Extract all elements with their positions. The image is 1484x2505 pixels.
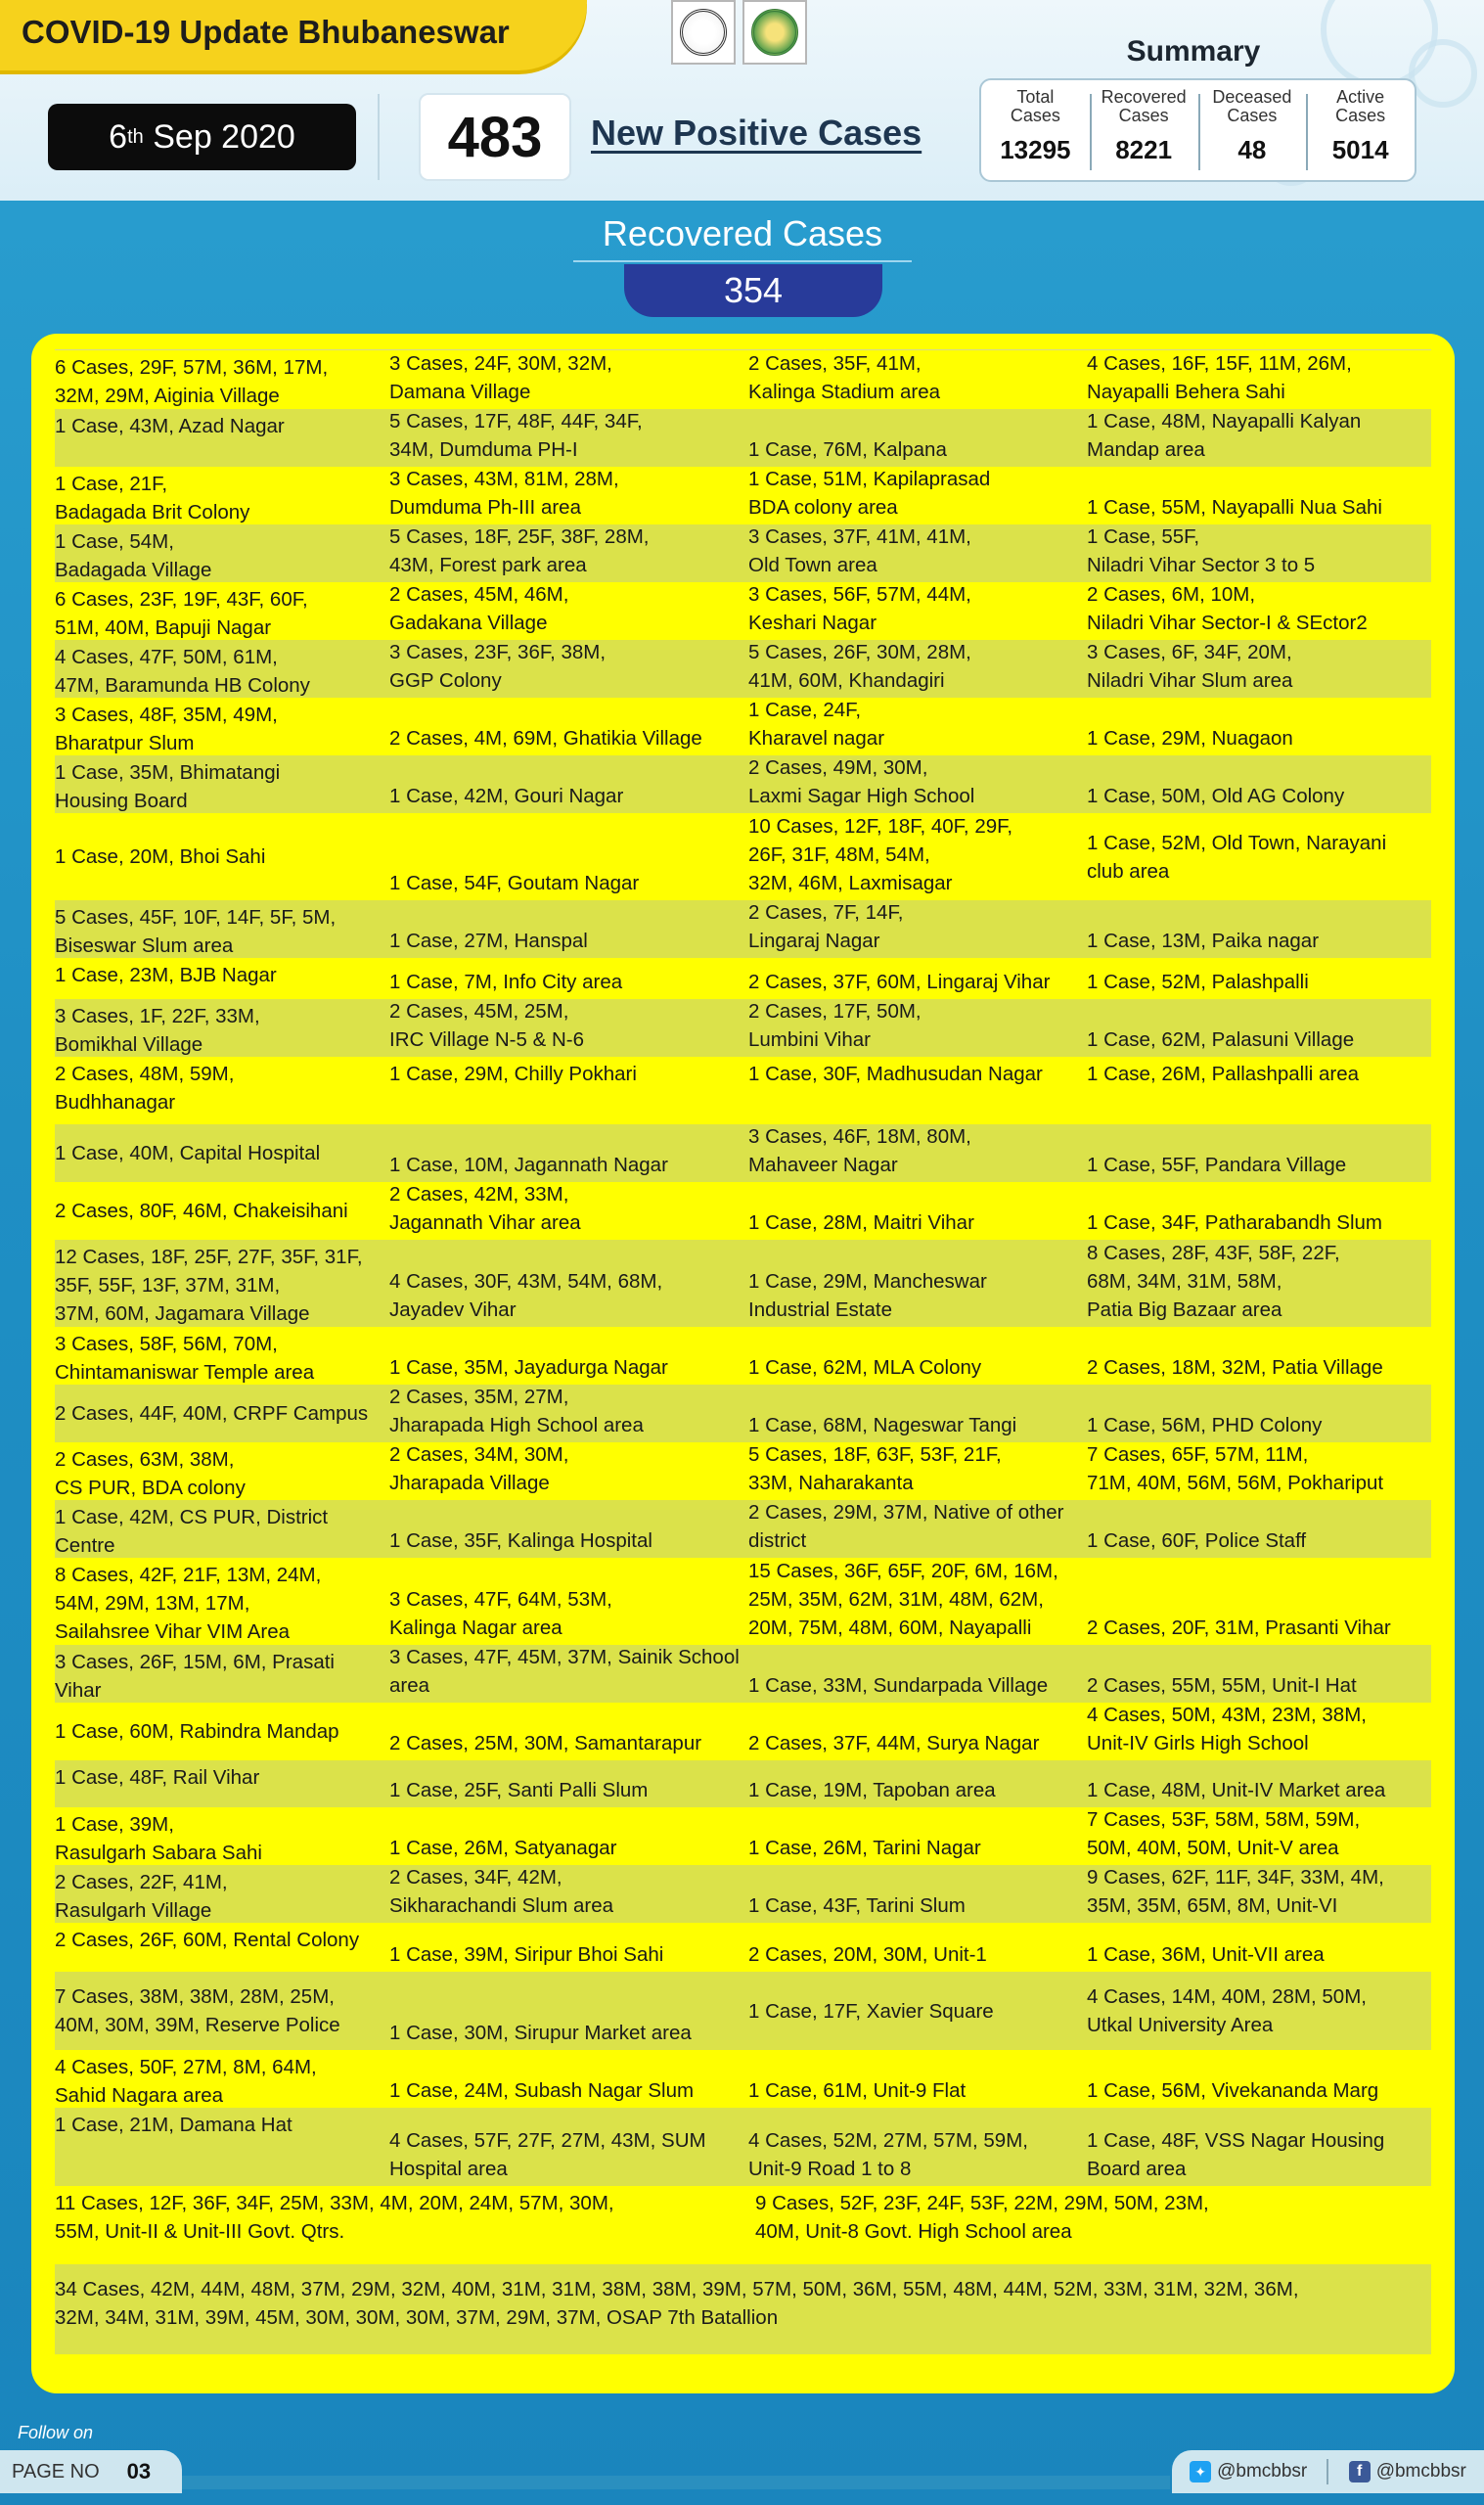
table-cell: 6 Cases, 23F, 19F, 43F, 60F, 51M, 40M, Bapuji Nagar [55,588,308,639]
table-row [55,1865,1431,1923]
table-spacer [55,2243,1431,2264]
table-cell: 15 Cases, 36F, 65F, 20F, 6M, 16M, 25M, 35M, 62M, 31M, 48M, 62M, 20M, 75M, 48M, 60M, Nayapalli [748,1560,1058,1639]
table-cell: 3 Cases, 58F, 56M, 70M, Chintamaniswar Temple area [55,1333,315,1384]
table-cell: 1 Case, 61M, Unit-9 Flat [748,2079,967,2102]
table-row [55,2050,1431,2108]
table-cell: 1 Case, 40M, Capital Hospital [55,1142,321,1164]
table-row [55,813,1431,900]
table-cell: 2 Cases, 35F, 41M, Kalinga Stadium area [748,352,941,403]
summary-value: 5014 [1331,135,1389,164]
date-day: 6 [109,117,128,156]
follow-label: Follow on [18,2423,94,2442]
table-cell: 1 Case, 54F, Goutam Nagar [389,872,640,894]
table-cell: 3 Cases, 48F, 35M, 49M, Bharatpur Slum [55,704,278,754]
table-cell: 2 Cases, 80F, 46M, Chakeisihani [55,1200,348,1222]
table-cell: 7 Cases, 65F, 57M, 11M, 71M, 40M, 56M, 56M, Pokhariput [1087,1443,1384,1494]
table-cell: 1 Case, 23M, BJB Nagar [55,964,277,986]
table-row [55,1240,1431,1327]
table-cell: 4 Cases, 52M, 27M, 57M, 59M, Unit-9 Road 1 to 8 [748,2129,1028,2180]
new-cases-count: 483 [419,93,571,181]
table-cell: 2 Cases, 26F, 60M, Rental Colony [55,1929,360,1951]
table-row [55,900,1431,958]
recovered-divider [573,260,912,262]
table-cell: 3 Cases, 1F, 22F, 33M, Bomikhal Village [55,1005,260,1056]
table-cell: 2 Cases, 4M, 69M, Ghatikia Village [389,727,702,750]
table-row [55,755,1431,813]
table-row [55,1807,1431,1865]
table-row [55,1500,1431,1558]
table-row [55,409,1431,467]
table-row [55,2186,1431,2243]
table-cell: 1 Case, 56M, PHD Colony [1087,1414,1323,1436]
table-cell: 1 Case, 68M, Nageswar Tangi [748,1414,1017,1436]
table-row [55,1182,1431,1240]
table-cell: 4 Cases, 30F, 43M, 54M, 68M, Jayadev Vihar [389,1270,663,1321]
summary-active [1306,80,1415,180]
table-cell: 1 Case, 42M, Gouri Nagar [389,785,624,807]
table-cell: 1 Case, 7M, Info City area [389,971,623,993]
table-cell: 3 Cases, 6F, 34F, 20M, Niladri Vihar Slum area [1087,641,1293,692]
table-cell: 11 Cases, 12F, 36F, 34F, 25M, 33M, 4M, 20M, 24M, 57M, 30M, 55M, Unit-II & Unit-III Govt. Qtrs. [55,2192,614,2243]
table-cell: 1 Case, 24M, Subash Nagar Slum [389,2079,695,2102]
table-cell: 2 Cases, 34M, 30M, Jharapada Village [389,1443,569,1494]
table-cell: 1 Case, 43M, Azad Nagar [55,415,285,437]
table-cell: 1 Case, 60F, Police Staff [1087,1529,1307,1552]
table-cell: 4 Cases, 16F, 15F, 11M, 26M, Nayapalli Behera Sahi [1087,352,1352,403]
header [0,0,1484,201]
social-links [1172,2450,1484,2493]
table-cell: 5 Cases, 18F, 25F, 38F, 28M, 43M, Forest park area [389,525,650,576]
table-cell: 34 Cases, 42M, 44M, 48M, 37M, 29M, 32M, 40M, 31M, 31M, 38M, 38M, 39M, 57M, 50M, 36M, 55M, 48M, 44M, 52M, 33M, 31M, 32M, 36M, 32M, 34M, 31M, 39M, 45M, 30M, 30M, 30M, 37M, 29M, 37M, OSAP 7th Batallion [55,2278,1299,2329]
table-cell: 1 Case, 13M, Paika nagar [1087,930,1320,952]
summary-title: Summary [1126,35,1261,68]
page-title: COVID-19 Update Bhubaneswar [22,14,510,50]
table-cell: 1 Case, 30M, Sirupur Market area [389,2022,692,2044]
table-cell: 2 Cases, 22F, 41M, Rasulgarh Village [55,1871,228,1922]
table-cell: 4 Cases, 50M, 43M, 23M, 38M, Unit-IV Girls High School [1087,1704,1367,1754]
table-cell: 1 Case, 21M, Damana Hat [55,2114,292,2136]
table-cell: 1 Case, 48M, Nayapalli Kalyan Mandap area [1087,410,1362,461]
table-row [55,1703,1431,1760]
table-cell: 1 Case, 24F, Kharavel nagar [748,699,885,750]
page-number-tab [0,2450,182,2493]
new-cases-label: New Positive Cases [591,113,922,153]
table-cell: 1 Case, 43F, Tarini Slum [748,1894,966,1917]
recovered-panel [31,334,1455,2393]
table-cell: 1 Case, 27M, Hanspal [389,930,588,952]
table-cell: 1 Case, 35F, Kalinga Hospital [389,1529,652,1552]
table-cell: 1 Case, 21F, Badagada Brit Colony [55,473,250,524]
table-cell: 2 Cases, 55M, 55M, Unit-I Hat [1087,1674,1357,1697]
summary-value: 8221 [1115,135,1173,164]
table-cell: 1 Case, 33M, Sundarpada Village [748,1674,1049,1697]
facebook-link[interactable] [1349,2461,1466,2482]
summary-deceased [1198,80,1307,180]
page-label: PAGE NO [12,2460,100,2482]
table-cell: 2 Cases, 37F, 60M, Lingaraj Vihar [748,971,1051,993]
table-cell: 1 Case, 48M, Unit-IV Market area [1087,1779,1386,1801]
table-cell: 3 Cases, 46F, 18M, 80M, Mahaveer Nagar [748,1125,971,1176]
table-row [55,698,1431,755]
table-cell: 1 Case, 35M, Jayadurga Nagar [389,1356,668,1379]
odisha-seal-icon [680,9,727,56]
table-row [55,467,1431,524]
table-cell: 3 Cases, 47F, 45M, 37M, Sainik School area [389,1646,740,1697]
table-cell: 1 Case, 51M, Kapilaprasad BDA colony area [748,468,991,519]
table-row [55,1972,1431,2050]
table-cell: 6 Cases, 29F, 57M, 36M, 17M, 32M, 29M, Aiginia Village [55,356,329,407]
table-cell: 1 Case, 20M, Bhoi Sahi [55,845,266,868]
table-cell: 1 Case, 39M, Rasulgarh Sabara Sahi [55,1813,262,1864]
table-cell: 1 Case, 55F, Pandara Village [1087,1154,1347,1176]
recovered-table [55,349,1431,2354]
table-row [55,1558,1431,1645]
table-cell: 1 Case, 36M, Unit-VII area [1087,1943,1325,1966]
table-cell: 2 Cases, 35M, 27M, Jharapada High School area [389,1386,644,1436]
table-cell: 1 Case, 42M, CS PUR, District Centre [55,1506,329,1557]
twitter-link[interactable] [1190,2461,1307,2482]
table-cell: 9 Cases, 52F, 23F, 24F, 53F, 22M, 29M, 50M, 23M, 40M, Unit-8 Govt. High School area [755,2192,1209,2243]
recovered-title: Recovered Cases [602,213,883,253]
virus-icon [1409,39,1477,108]
table-cell: 1 Case, 52M, Palashpalli [1087,971,1309,993]
table-cell: 1 Case, 29M, Mancheswar Industrial Estate [748,1270,987,1321]
summary-value: 48 [1237,135,1267,164]
table-cell: 5 Cases, 26F, 30M, 28M, 41M, 60M, Khandagiri [748,641,971,692]
table-cell: 1 Case, 50M, Old AG Colony [1087,785,1345,807]
table-row [55,999,1431,1057]
table-cell: 1 Case, 54M, Badagada Village [55,530,212,581]
table-cell: 10 Cases, 12F, 18F, 40F, 29F, 26F, 31F, 48M, 54M, 32M, 46M, Laxmisagar [748,815,1013,894]
table-cell: 1 Case, 25F, Santi Palli Slum [389,1779,649,1801]
summary-label: Recovered Cases [1101,87,1187,125]
table-cell: 3 Cases, 43M, 81M, 28M, Dumduma Ph-III area [389,468,619,519]
date-badge [48,104,356,170]
table-cell: 1 Case, 26M, Satyanagar [389,1837,617,1859]
table-cell: 2 Cases, 63M, 38M, CS PUR, BDA colony [55,1448,246,1499]
odisha-seal-logo [671,0,736,65]
table-cell: 1 Case, 30F, Madhusudan Nagar [748,1063,1043,1085]
summary-recovered [1090,80,1198,180]
table-cell: 1 Case, 28M, Maitri Vihar [748,1211,974,1234]
table-cell: 5 Cases, 18F, 63F, 53F, 21F, 33M, Naharakanta [748,1443,1002,1494]
table-cell: 1 Case, 62M, MLA Colony [748,1356,982,1379]
bmc-logo-icon [751,9,798,56]
table-row [55,1442,1431,1500]
facebook-icon: f [1349,2461,1371,2482]
table-cell: 5 Cases, 45F, 10F, 14F, 5F, 5M, Biseswar Slum area [55,906,337,957]
table-cell: 1 Case, 55F, Niladri Vihar Sector 3 to 5 [1087,525,1316,576]
table-cell: 8 Cases, 28F, 43F, 58F, 22F, 68M, 34M, 31M, 58M, Patia Big Bazaar area [1087,1242,1340,1321]
table-row [55,1923,1431,1972]
table-cell: 2 Cases, 7F, 14F, Lingaraj Nagar [748,901,904,952]
table-cell: 2 Cases, 20F, 31M, Prasanti Vihar [1087,1617,1391,1639]
table-cell: 1 Case, 56M, Vivekananda Marg [1087,2079,1379,2102]
table-cell: 2 Cases, 18M, 32M, Patia Village [1087,1356,1383,1379]
table-row [55,1760,1431,1807]
table-row [55,582,1431,640]
table-cell: 2 Cases, 20M, 30M, Unit-1 [748,1943,987,1966]
twitter-icon: ✦ [1190,2461,1211,2482]
table-cell: 1 Case, 76M, Kalpana [748,438,947,461]
summary-label: Total Cases [1010,87,1060,125]
table-cell: 1 Case, 35M, Bhimatangi Housing Board [55,761,281,812]
date-month-year: Sep 2020 [143,117,295,156]
footer-strip [182,2476,1170,2489]
table-cell: 4 Cases, 47F, 50M, 61M, 47M, Baramunda HB Colony [55,646,310,697]
table-row [55,1645,1431,1703]
facebook-handle: @bmcbbsr [1375,2461,1466,2482]
table-row [55,524,1431,582]
summary-box [979,78,1417,182]
summary-label: Active Cases [1335,87,1386,125]
table-cell: 7 Cases, 38M, 38M, 28M, 25M, 40M, 30M, 39M, Reserve Police [55,1985,340,2036]
table-cell: 1 Case, 19M, Tapoban area [748,1779,996,1801]
table-row [55,1057,1431,1124]
table-cell: 1 Case, 48F, Rail Vihar [55,1766,260,1789]
table-row [55,958,1431,999]
table-row [55,640,1431,698]
table-cell: 2 Cases, 37F, 44M, Surya Nagar [748,1732,1040,1754]
social-divider [1327,2459,1328,2484]
table-cell: 2 Cases, 34F, 42M, Sikharachandi Slum area [389,1866,614,1917]
title-banner [0,0,587,70]
table-row [55,1327,1431,1385]
table-cell: 4 Cases, 50F, 27M, 8M, 64M, Sahid Nagara area [55,2056,317,2107]
table-cell: 2 Cases, 25M, 30M, Samantarapur [389,1732,702,1754]
table-cell: 3 Cases, 26F, 15M, 6M, Prasati Vihar [55,1651,335,1702]
table-cell: 1 Case, 62M, Palasuni Village [1087,1028,1355,1051]
table-cell: 2 Cases, 45M, 25M, IRC Village N-5 & N-6 [389,1000,584,1051]
table-cell: 2 Cases, 45M, 46M, Gadakana Village [389,583,569,634]
table-cell: 2 Cases, 49M, 30M, Laxmi Sagar High School [748,756,975,807]
table-cell: 2 Cases, 42M, 33M, Jagannath Vihar area [389,1183,581,1234]
table-cell: 1 Case, 10M, Jagannath Nagar [389,1154,668,1176]
table-cell: 3 Cases, 37F, 41M, 41M, Old Town area [748,525,971,576]
table-cell: 4 Cases, 57F, 27F, 27M, 43M, SUM Hospital area [389,2129,706,2180]
table-cell: 9 Cases, 62F, 11F, 34F, 33M, 4M, 35M, 35M, 65M, 8M, Unit-VI [1087,1866,1384,1917]
table-cell: 1 Case, 48F, VSS Nagar Housing Board area [1087,2129,1385,2180]
table-cell: 1 Case, 26M, Pallashpalli area [1087,1063,1360,1085]
table-cell: 3 Cases, 56F, 57M, 44M, Keshari Nagar [748,583,971,634]
table-row [55,1124,1431,1182]
table-cell: 7 Cases, 53F, 58M, 58M, 59M, 50M, 40M, 50M, Unit-V area [1087,1808,1361,1859]
table-cell: 2 Cases, 44F, 40M, CRPF Campus [55,1402,369,1425]
table-cell: 3 Cases, 24F, 30M, 32M, Damana Village [389,352,612,403]
table-row [55,2108,1431,2186]
table-cell: 3 Cases, 23F, 36F, 38M, GGP Colony [389,641,607,692]
summary-label: Deceased Cases [1212,87,1292,125]
header-divider [378,94,380,180]
table-cell: 2 Cases, 29M, 37M, Native of other district [748,1501,1064,1552]
table-cell: 8 Cases, 42F, 21F, 13M, 24M, 54M, 29M, 13M, 17M, Sailahsree Vihar VIM Area [55,1564,322,1643]
table-cell: 2 Cases, 17F, 50M, Lumbini Vihar [748,1000,922,1051]
table-cell: 1 Case, 17F, Xavier Square [748,1999,994,2023]
table-row [55,1385,1431,1442]
table-cell: 2 Cases, 48M, 59M, Budhhanagar [55,1063,235,1114]
table-cell: 1 Case, 29M, Nuagaon [1087,727,1293,750]
table-cell: 5 Cases, 17F, 48F, 44F, 34F, 34M, Dumduma PH-I [389,410,643,461]
table-cell: 1 Case, 55M, Nayapalli Nua Sahi [1087,496,1382,519]
table-cell: 12 Cases, 18F, 25F, 27F, 35F, 31F, 35F, 55F, 13F, 37M, 31M, 37M, 60M, Jagamara Village [55,1246,363,1325]
table-row-osap [55,2264,1431,2354]
twitter-handle: @bmcbbsr [1217,2461,1308,2482]
summary-value: 13295 [1000,135,1071,164]
table-cell: 1 Case, 52M, Old Town, Narayani club area [1087,831,1387,883]
table-cell: 1 Case, 34F, Patharabandh Slum [1087,1211,1382,1234]
table-cell: 1 Case, 26M, Tarini Nagar [748,1837,981,1859]
recovered-count: 354 [624,264,882,317]
table-cell: 3 Cases, 47F, 64M, 53M, Kalinga Nagar area [389,1588,612,1639]
table-cell: 1 Case, 29M, Chilly Pokhari [389,1063,637,1085]
table-cell: 4 Cases, 14M, 40M, 28M, 50M, Utkal University Area [1087,1985,1367,2036]
bmc-logo [742,0,807,65]
table-cell: 2 Cases, 6M, 10M, Niladri Vihar Sector-I & SEctor2 [1087,583,1368,634]
date-suffix: th [127,125,144,148]
table-cell: 1 Case, 39M, Siripur Bhoi Sahi [389,1943,664,1966]
table-row [55,350,1431,409]
page-number: 03 [126,2459,152,2483]
summary-total [981,80,1090,180]
table-cell: 1 Case, 60M, Rabindra Mandap [55,1720,339,1743]
